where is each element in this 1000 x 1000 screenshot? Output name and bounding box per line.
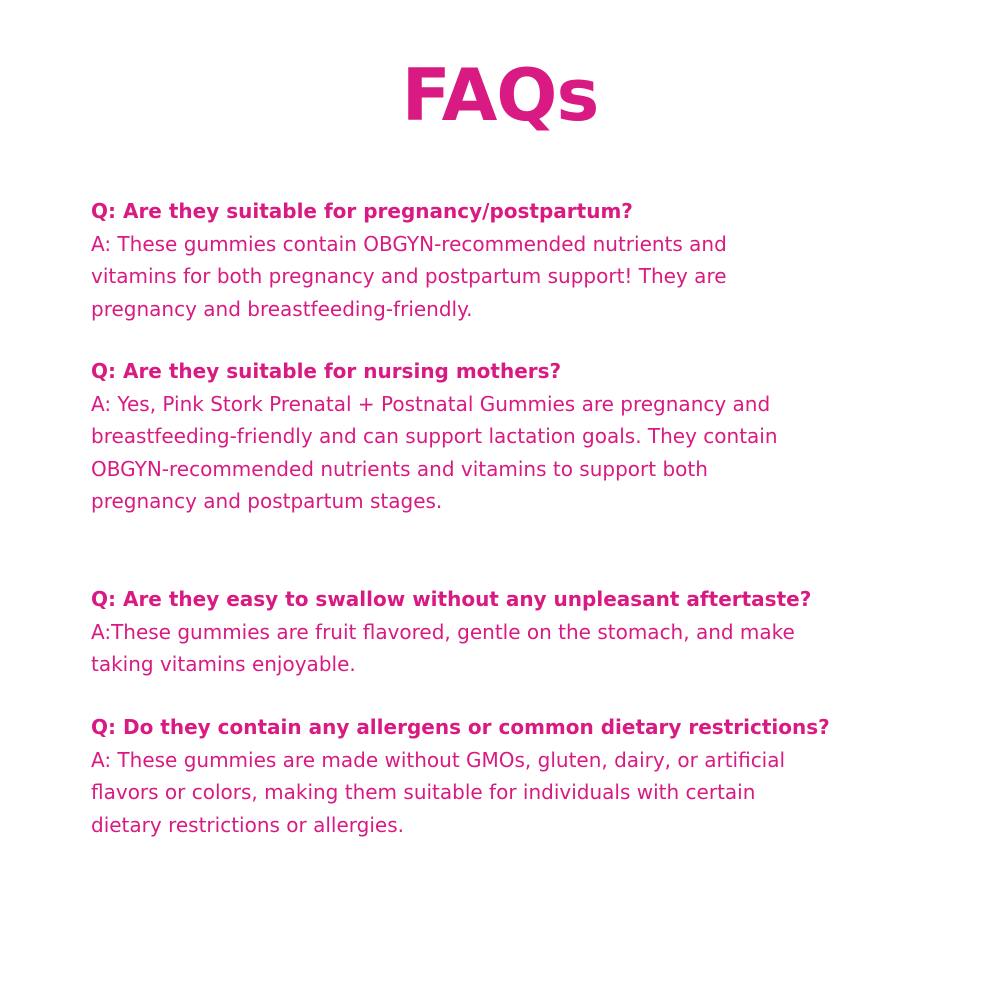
- faq-answer-line: pregnancy and breastfeeding-friendly.: [91, 296, 473, 321]
- faq-question: Q: Are they suitable for nursing mothers?: [91, 359, 562, 383]
- faq-answer-line: OBGYN-recommended nutrients and vitamins to support both: [91, 456, 708, 481]
- faq-answer-line: A:These gummies are fruit flavored, gentle on the stomach, and make: [91, 619, 795, 644]
- faq-answer-line: A: Yes, Pink Stork Prenatal + Postnatal Gummies are pregnancy and: [91, 391, 771, 416]
- faq-answer-line: A: These gummies are made without GMOs, gluten, dairy, or artificial: [91, 747, 786, 772]
- faq-item: [91, 355, 951, 518]
- faq-answer-line: vitamins for both pregnancy and postpartum support! They are: [91, 264, 727, 288]
- faq-answer-line: A: These gummies contain OBGYN-recommended nutrients and: [91, 231, 727, 256]
- faq-answer-line: pregnancy and postpartum stages.: [91, 489, 443, 513]
- faq-answer-line: flavors or colors, making them suitable for individuals with certain: [91, 780, 756, 804]
- faq-answer-line: dietary restrictions or allergies.: [91, 812, 404, 837]
- faq-question: Q: Are they easy to swallow without any unpleasant aftertaste?: [91, 587, 812, 611]
- faq-question: Q: Do they contain any allergens or common dietary restrictions?: [91, 715, 830, 739]
- faq-item: [91, 195, 951, 325]
- faq-answer-line: breastfeeding-friendly and can support lactation goals. They contain: [91, 424, 778, 448]
- page-title: FAQs: [401, 53, 599, 137]
- faq-answer-line: taking vitamins enjoyable.: [91, 652, 356, 676]
- faq-question: Q: Are they suitable for pregnancy/postpartum?: [91, 199, 633, 223]
- faq-item: [91, 583, 951, 681]
- faq-item: [91, 711, 951, 841]
